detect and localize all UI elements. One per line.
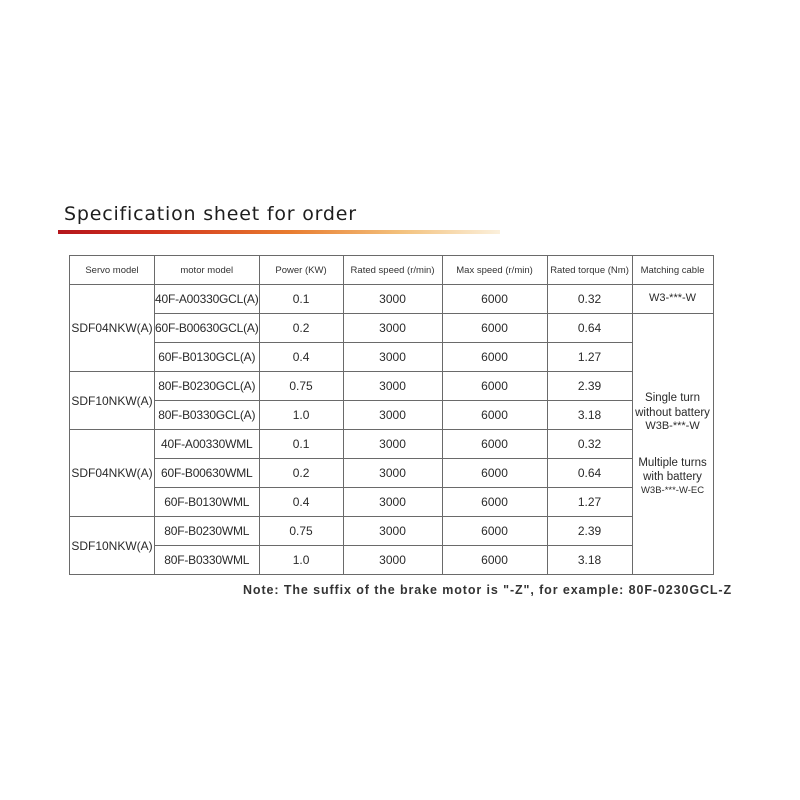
rated-speed-cell: 3000	[343, 372, 442, 401]
rated-speed-cell: 3000	[343, 343, 442, 372]
power-cell: 0.75	[259, 372, 343, 401]
table-row	[70, 372, 714, 401]
power-cell: 0.1	[259, 285, 343, 314]
motor-model-cell: 60F-B00630GCL(A)	[155, 314, 260, 343]
power-cell: 1.0	[259, 546, 343, 575]
servo-model-cell: SDF04NKW(A)	[70, 285, 155, 372]
table-row	[70, 430, 714, 459]
servo-model-cell: SDF10NKW(A)	[70, 517, 155, 575]
power-cell: 1.0	[259, 401, 343, 430]
cable-multi-turn-line2: with battery	[643, 471, 702, 484]
motor-model-cell: 80F-B0330GCL(A)	[155, 401, 260, 430]
power-cell: 0.2	[259, 314, 343, 343]
spec-table	[69, 255, 714, 575]
servo-model-cell: SDF04NKW(A)	[70, 430, 155, 517]
servo-model-cell: SDF10NKW(A)	[70, 372, 155, 430]
rated-speed-cell: 3000	[343, 517, 442, 546]
cable-single-turn-line1: Single turn	[645, 392, 701, 405]
motor-model-cell: 40F-A00330WML	[155, 430, 260, 459]
power-cell: 0.4	[259, 488, 343, 517]
torque-cell: 1.27	[547, 343, 632, 372]
header-servo-model: Servo model	[70, 256, 155, 285]
rated-speed-cell: 3000	[343, 546, 442, 575]
max-speed-cell: 6000	[442, 517, 547, 546]
table-row	[70, 285, 714, 314]
header-power: Power (KW)	[259, 256, 343, 285]
rated-speed-cell: 3000	[343, 314, 442, 343]
table-row	[70, 343, 714, 372]
max-speed-cell: 6000	[442, 488, 547, 517]
brake-motor-note: Note: The suffix of the brake motor is "-Z", for example: 80F-0230GCL-Z	[243, 583, 733, 597]
page-title: Specification sheet for order	[64, 203, 357, 225]
rated-speed-cell: 3000	[343, 459, 442, 488]
max-speed-cell: 6000	[442, 430, 547, 459]
torque-cell: 0.64	[547, 314, 632, 343]
header-max-speed: Max speed (r/min)	[442, 256, 547, 285]
max-speed-cell: 6000	[442, 285, 547, 314]
rated-speed-cell: 3000	[343, 488, 442, 517]
max-speed-cell: 6000	[442, 343, 547, 372]
motor-model-cell: 80F-B0230WML	[155, 517, 260, 546]
power-cell: 0.4	[259, 343, 343, 372]
max-speed-cell: 6000	[442, 459, 547, 488]
max-speed-cell: 6000	[442, 314, 547, 343]
torque-cell: 2.39	[547, 372, 632, 401]
table-row	[70, 401, 714, 430]
table-row	[70, 517, 714, 546]
torque-cell: 0.32	[547, 430, 632, 459]
cable-single-turn-line2: without battery	[635, 406, 710, 419]
motor-model-cell: 60F-B0130WML	[155, 488, 260, 517]
power-cell: 0.2	[259, 459, 343, 488]
rated-speed-cell: 3000	[343, 401, 442, 430]
torque-cell: 0.64	[547, 459, 632, 488]
torque-cell: 1.27	[547, 488, 632, 517]
title-underline	[58, 230, 500, 234]
motor-model-cell: 40F-A00330GCL(A)	[155, 285, 260, 314]
table-row	[70, 459, 714, 488]
motor-model-cell: 60F-B00630WML	[155, 459, 260, 488]
header-matching-cable: Matching cable	[632, 256, 713, 285]
cable-cell: W3-***-W	[632, 285, 713, 314]
table-row	[70, 314, 714, 343]
torque-cell: 2.39	[547, 517, 632, 546]
motor-model-cell: 80F-B0230GCL(A)	[155, 372, 260, 401]
table-header-row	[70, 256, 714, 285]
torque-cell: 0.32	[547, 285, 632, 314]
torque-cell: 3.18	[547, 546, 632, 575]
motor-model-cell: 80F-B0330WML	[155, 546, 260, 575]
header-rated-torque: Rated torque (Nm)	[547, 256, 632, 285]
header-motor-model: motor model	[155, 256, 260, 285]
cable-spacer	[633, 434, 713, 456]
motor-model-cell: 60F-B0130GCL(A)	[155, 343, 260, 372]
cable-multi-turn-line1: Multiple turns	[638, 456, 707, 469]
rated-speed-cell: 3000	[343, 285, 442, 314]
table-row	[70, 546, 714, 575]
max-speed-cell: 6000	[442, 546, 547, 575]
cable-single-turn-code: W3B-***-W	[645, 420, 700, 433]
max-speed-cell: 6000	[442, 372, 547, 401]
max-speed-cell: 6000	[442, 401, 547, 430]
power-cell: 0.75	[259, 517, 343, 546]
cable-cell-merged	[632, 314, 713, 575]
torque-cell: 3.18	[547, 401, 632, 430]
rated-speed-cell: 3000	[343, 430, 442, 459]
header-rated-speed: Rated speed (r/min)	[343, 256, 442, 285]
cable-multi-turn-code: W3B-***-W-EC	[640, 484, 705, 496]
table-row	[70, 488, 714, 517]
power-cell: 0.1	[259, 430, 343, 459]
